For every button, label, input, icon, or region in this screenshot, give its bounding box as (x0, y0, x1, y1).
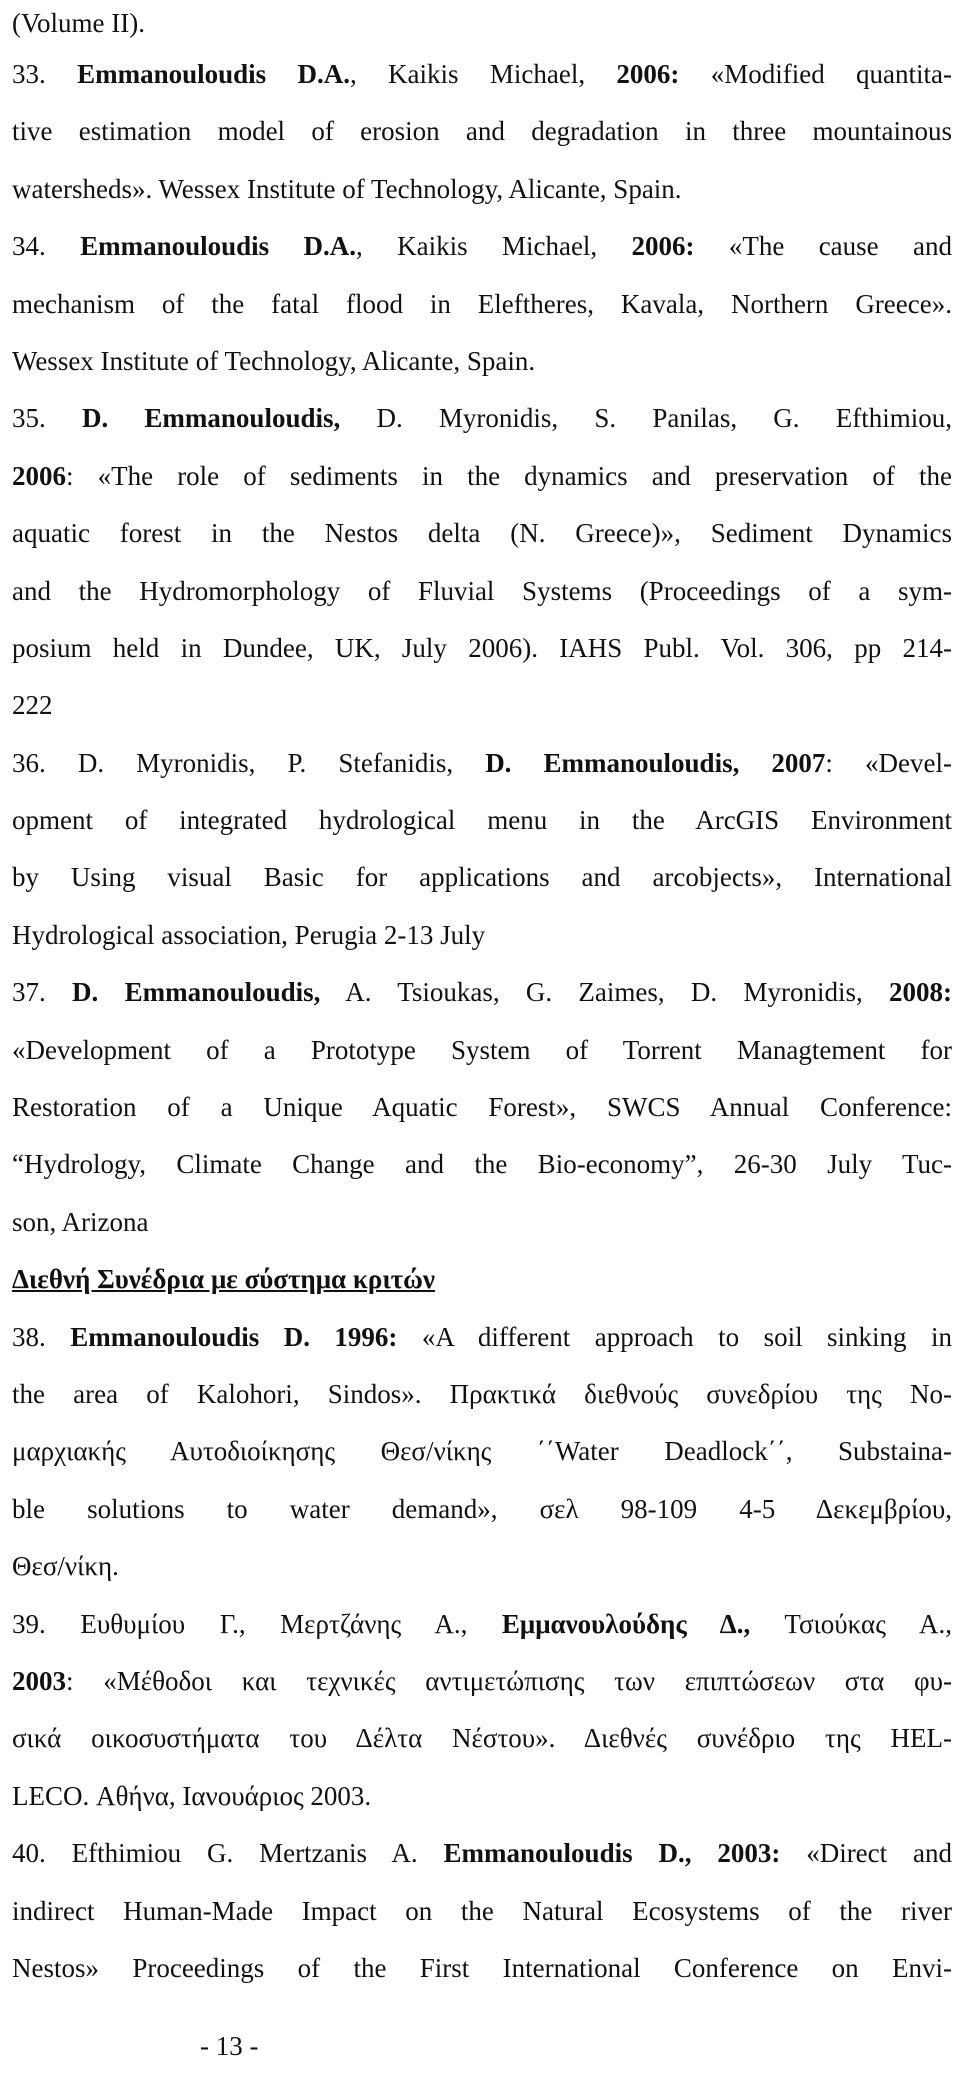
bold-text: D. Emmanouloudis, (72, 977, 321, 1008)
text-span: mechanism of the fatal flood in Eleftheres, Kavala, Northern Greece». (12, 288, 952, 319)
text-span: tive estimation model of erosion and degradation in three mountainous (12, 116, 952, 147)
bold-text: Εμμανουλούδης Δ., (501, 1608, 751, 1639)
text-span: “Hydrology, Climate Change and the Bio-economy”, 26-30 July Tuc- (12, 1149, 952, 1180)
text-line (12, 1194, 952, 1251)
text-line (12, 276, 952, 333)
text-line (12, 1481, 952, 1538)
text-line (12, 735, 952, 792)
text-line (12, 1883, 952, 1940)
text-line (12, 792, 952, 849)
text-span: , Kaikis Michael, (356, 231, 632, 262)
text-span: the area of Kalohori, Sindos». Πρακτικά διεθνούς συνεδρίου της Νο- (12, 1378, 952, 1409)
document-page (12, 0, 952, 1997)
text-span: Hydrological association, Perugia 2-13 July (12, 919, 486, 950)
text-line (12, 505, 952, 562)
bold-text: 2006 (12, 460, 66, 491)
text-span: : «The role of sediments in the dynamics and preservation of the (66, 460, 952, 491)
text-span: «Development of a Prototype System of Torrent Managtement for (12, 1034, 952, 1065)
text-line (12, 333, 952, 390)
text-line (12, 448, 952, 505)
bold-text: Emmanouloudis D., 2003: (443, 1838, 781, 1869)
text-line (12, 1309, 952, 1366)
text-span: 38. (12, 1321, 71, 1352)
text-line (12, 1596, 952, 1653)
text-span: 222 (12, 690, 53, 721)
text-line (12, 1136, 952, 1193)
text-line (12, 1825, 952, 1882)
bold-text: Emmanouloudis D.A. (80, 231, 357, 262)
text-span: son, Arizona (12, 1206, 149, 1237)
text-span: 37. (12, 977, 73, 1008)
bold-text: 2008: (889, 977, 952, 1008)
bold-text: 2006: (631, 231, 695, 262)
text-span: «The cause and (694, 231, 952, 262)
text-line (12, 849, 952, 906)
text-line (12, 161, 952, 218)
page-number: - 13 - (200, 2031, 259, 2061)
text-span: opment of integrated hydrological menu in the ArcGIS Environment (12, 805, 952, 836)
text-span: 40. Efthimiou G. Mertzanis A. (12, 1838, 444, 1869)
text-span: : «Μέθοδοι και τεχνικές αντιμετώπισης των επιπτώσεων στα φυ- (66, 1665, 952, 1696)
bold-text: D. Emmanouloudis, 2007 (485, 747, 826, 778)
text-span: LECO. Αθήνα, Ιανουάριος 2003. (12, 1780, 372, 1811)
text-span: Restoration of a Unique Aquatic Forest», SWCS Annual Conference: (12, 1092, 952, 1123)
text-line (12, 103, 952, 160)
text-span: Nestos» Proceedings of the First International Conference on Envi- (12, 1952, 952, 1983)
bold-text: D. Emmanouloudis, (81, 403, 341, 434)
text-span: 34. (12, 231, 81, 262)
section-heading: Διεθνή Συνέδρια με σύστημα κριτών (12, 1264, 435, 1295)
text-span: posium held in Dundee, UK, July 2006). IAHS Publ. Vol. 306, pp 214- (12, 632, 952, 663)
text-line (12, 0, 952, 46)
text-line (12, 1251, 952, 1308)
bold-text: Emmanouloudis D. 1996: (70, 1321, 398, 1352)
text-span: by Using visual Basic for applications and arcobjects», International (12, 862, 952, 893)
text-line (12, 390, 952, 447)
text-line (12, 1710, 952, 1767)
text-span: watersheds». Wessex Institute of Technology, Alicante, Spain. (12, 173, 682, 204)
text-span: «Modified quantita- (679, 59, 952, 89)
text-line (12, 1366, 952, 1423)
text-line (12, 1538, 952, 1595)
text-span: «Direct and (780, 1838, 952, 1869)
text-span: aquatic forest in the Nestos delta (N. Greece)», Sediment Dynamics (12, 518, 952, 549)
text-span: 33. (12, 59, 78, 89)
text-span: Wessex Institute of Technology, Alicante, Spain. (12, 345, 536, 376)
text-span: μαρχιακής Αυτοδιοίκησης Θεσ/νίκης ΄΄Water Deadlock΄΄, Substaina- (12, 1436, 952, 1467)
bold-text: 2006: (616, 59, 680, 89)
text-line (12, 1423, 952, 1480)
text-span: 39. Ευθυμίου Γ., Μερτζάνης Α., (12, 1608, 502, 1639)
text-line (12, 1768, 952, 1825)
text-line (12, 1940, 952, 1997)
text-line (12, 620, 952, 677)
text-span: ble solutions to water demand», σελ 98-109 4-5 Δεκεμβρίου, (12, 1493, 952, 1524)
text-line (12, 1022, 952, 1079)
text-span: «A different approach to soil sinking in (397, 1321, 952, 1352)
text-line (12, 964, 952, 1021)
text-span: 35. (12, 403, 82, 434)
text-span: Θεσ/νίκη. (12, 1551, 119, 1582)
text-span: D. Myronidis, S. Panilas, G. Efthimiou, (340, 403, 952, 434)
text-span: A. Tsioukas, G. Zaimes, D. Myronidis, (320, 977, 890, 1008)
bold-text: 2003 (12, 1665, 66, 1696)
text-span: σικά οικοσυστήματα του Δέλτα Νέστου». Διεθνές συνέδριο της HEL- (12, 1723, 952, 1754)
text-line (12, 907, 952, 964)
text-line (12, 1079, 952, 1136)
text-line (12, 46, 952, 103)
text-span: (Volume II). (12, 8, 145, 38)
text-span: : «Devel- (825, 747, 952, 778)
text-line (12, 563, 952, 620)
bold-text: Emmanouloudis D.A. (77, 59, 350, 89)
text-line (12, 218, 952, 275)
text-span: Τσιούκας Α., (750, 1608, 952, 1639)
text-span: indirect Human-Made Impact on the Natural Ecosystems of the river (12, 1895, 952, 1926)
text-span: and the Hydromorphology of Fluvial Systems (Proceedings of a sym- (12, 575, 952, 606)
text-span: 36. D. Myronidis, P. Stefanidis, (12, 747, 486, 778)
text-line (12, 1653, 952, 1710)
text-span: , Kaikis Michael, (349, 59, 617, 89)
text-line (12, 677, 952, 734)
